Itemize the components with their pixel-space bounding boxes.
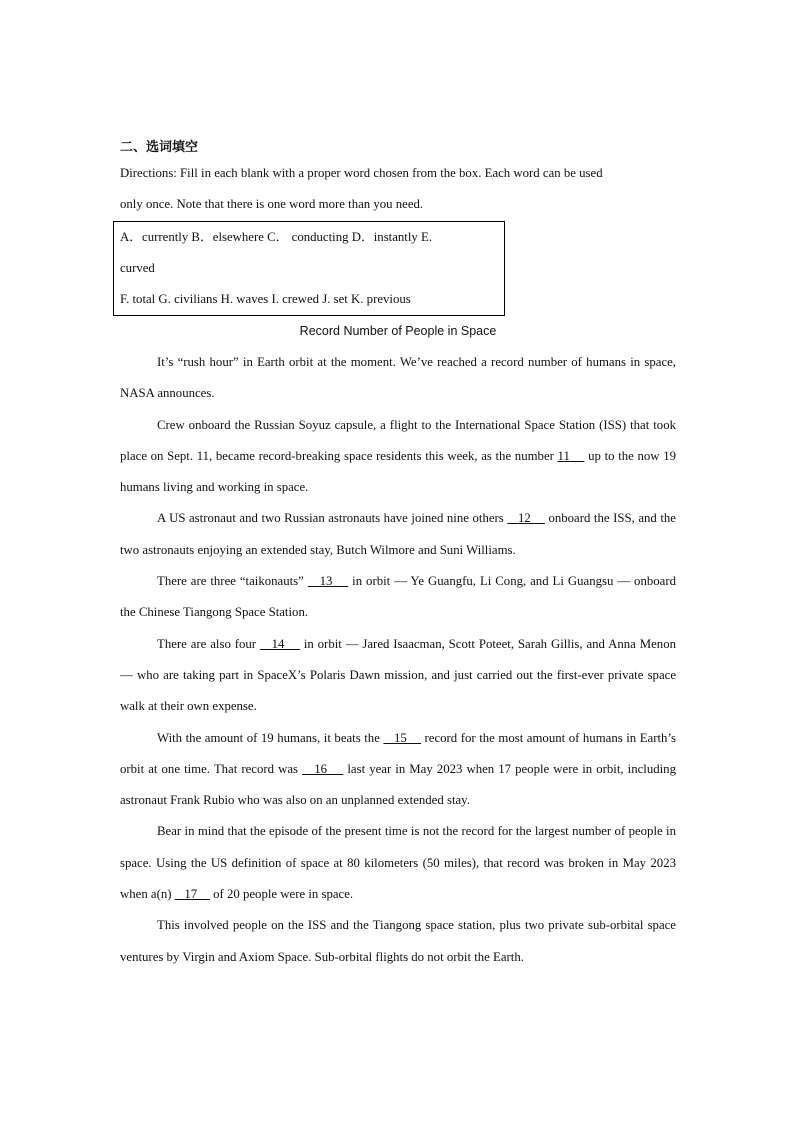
paragraph-7 — [120, 816, 676, 910]
section-heading: 二、选词填空 — [120, 140, 199, 155]
paragraph-6-text-b: record for the most amount of humans in Earth’s orbit at one time. That record was — [120, 730, 676, 776]
paragraph-6-text-c: last year in May 2023 when 17 people were in orbit, including astronaut Frank Rubio who was also on an unplanned extended stay. — [120, 761, 676, 808]
paragraph-3-text-b: onboard the ISS, and the two astronauts enjoying an extended stay, Butch Wilmore and Suni Williams. — [120, 511, 676, 557]
article-title: Record Number of People in Space — [299, 324, 497, 338]
paragraph-5-text-a: There are also four — [157, 636, 260, 651]
paragraph-6 — [120, 723, 676, 817]
paragraph-8 — [120, 910, 676, 973]
paragraph-2 — [120, 410, 676, 504]
paragraph-7-text-a: Bear in mind that the episode of the present time is not the record for the largest number of people in space. Using the US definition of space at 80 kilometers (50 miles), that record was broken in May 2023 when a(n) — [120, 824, 676, 902]
paragraph-6-text-a: With the amount of 19 humans, it beats the — [157, 730, 384, 745]
paragraph-1-text: It’s “rush hour” in Earth orbit at the moment. We’ve reached a record number of humans in space, NASA announces. — [120, 355, 676, 401]
paragraph-2-text-b: up to the now 19 humans living and working in space. — [120, 448, 676, 495]
paragraph-5-text-b: in orbit — Jared Isaacman, Scott Poteet, Sarah Gillis, and Anna Menon — who are taking part in SpaceX’s Polaris Dawn mission, and just carried out the first-ever private space walk at their own expense. — [120, 636, 676, 714]
blank-12[interactable]: 12 — [507, 511, 545, 526]
paragraph-4 — [120, 566, 676, 629]
blank-17[interactable]: 17 — [174, 887, 210, 902]
directions-line-1: Directions: Fill in each blank with a proper word chosen from the box. Each word can be used — [120, 166, 603, 180]
directions-line-2: only once. Note that there is one word more than you need. — [120, 197, 424, 211]
word-box-line-3: F. total G. civilians H. waves I. crewed J. set K. previous — [120, 292, 411, 306]
blank-13[interactable]: 13 — [307, 574, 349, 589]
worksheet-page — [120, 138, 676, 973]
paragraph-3 — [120, 503, 676, 566]
blank-15[interactable]: 15 — [383, 730, 421, 745]
word-box-line-1: A．currently B．elsewhere C． conducting D．instantly E. — [120, 230, 433, 244]
word-box-line-2: curved — [120, 261, 155, 275]
paragraph-4-text-b: in orbit — Ye Guangfu, Li Cong, and Li Guangsu — onboard the Chinese Tiangong Space Station. — [120, 574, 676, 620]
blank-16[interactable]: 16 — [302, 761, 344, 776]
paragraph-5 — [120, 629, 676, 723]
paragraph-1 — [120, 347, 676, 410]
paragraph-4-text-a: There are three “taikonauts” — [157, 574, 308, 589]
blank-11[interactable]: 11 — [557, 448, 585, 463]
paragraph-7-text-b: of 20 people were in space. — [209, 887, 354, 902]
paragraph-8-text: This involved people on the ISS and the Tiangong space station, plus two private sub-orbital space ventures by Virgin and Axiom Space. Sub-orbital flights do not orbit the Earth. — [120, 918, 676, 964]
paragraph-3-text-a: A US astronaut and two Russian astronauts have joined nine others — [157, 511, 508, 526]
article-body — [120, 347, 676, 973]
blank-14[interactable]: 14 — [259, 636, 300, 651]
paragraph-2-text-a: Crew onboard the Russian Soyuz capsule, a flight to the International Space Station (ISS) that took place on Sept. 11, became record-breaking space residents this week, as the number — [120, 417, 676, 463]
word-box — [113, 221, 505, 316]
